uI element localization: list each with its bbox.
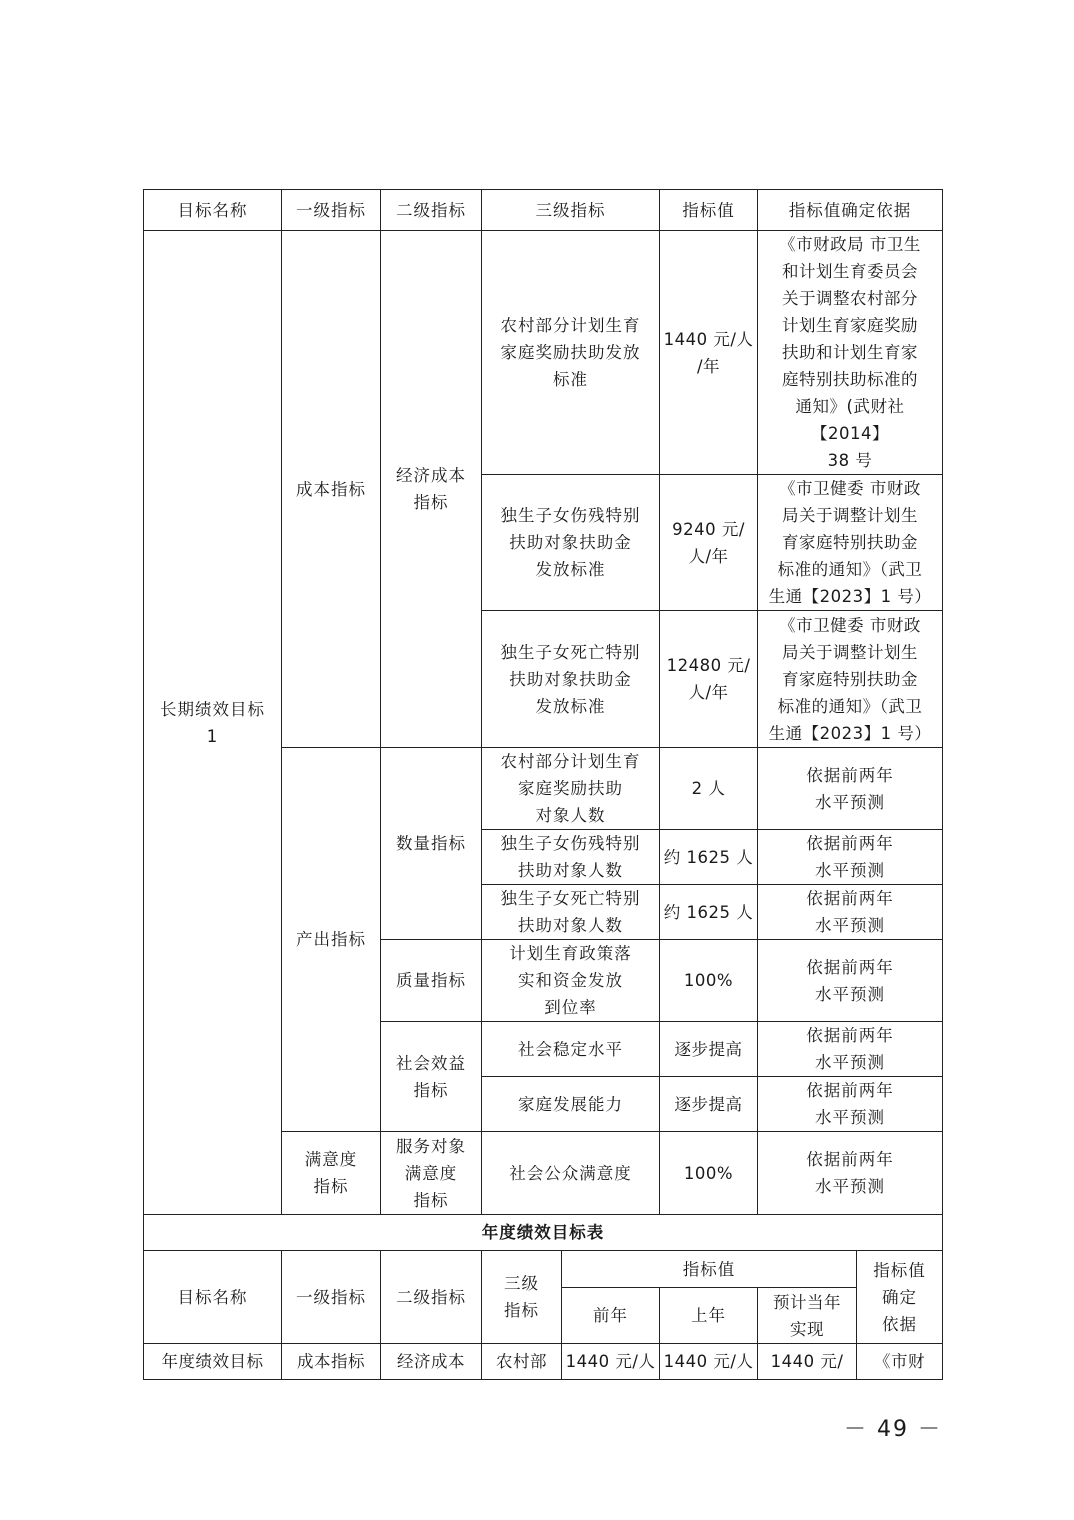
level1-cost: 成本指标 xyxy=(282,231,381,748)
header-level1: 一级指标 xyxy=(282,190,381,231)
basis-cell: 依据前两年 水平预测 xyxy=(758,885,943,940)
value-cell: 12480 元/ 人/年 xyxy=(660,611,758,748)
level3-cell: 社会公众满意度 xyxy=(482,1132,660,1215)
value-cell: 约 1625 人 xyxy=(660,830,758,885)
level3-cell: 家庭发展能力 xyxy=(482,1077,660,1132)
long-term-goal-name: 长期绩效目标 1 xyxy=(144,231,282,1215)
level3-cell: 计划生育政策落 实和资金发放 到位率 xyxy=(482,940,660,1022)
performance-target-table xyxy=(143,189,942,1380)
annual-expected: 1440 元/ xyxy=(758,1344,857,1380)
annual-header-last-year: 上年 xyxy=(660,1288,758,1344)
page-number: － 49 － xyxy=(844,1417,942,1442)
basis-cell: 依据前两年 水平预测 xyxy=(758,830,943,885)
annual-header-goal-name: 目标名称 xyxy=(144,1251,282,1344)
value-cell: 2 人 xyxy=(660,748,758,830)
basis-cell: 《市卫健委 市财政 局关于调整计划生 育家庭特别扶助金 标准的通知》（武卫 生通【2023】1 号） xyxy=(758,475,943,611)
annual-header-row xyxy=(144,1251,943,1288)
annual-header-level2: 二级指标 xyxy=(381,1251,482,1344)
annual-level1: 成本指标 xyxy=(282,1344,381,1380)
value-cell: 逐步提高 xyxy=(660,1077,758,1132)
level3-cell: 独生子女伤残特别 扶助对象扶助金 发放标准 xyxy=(482,475,660,611)
annual-header-prev-year: 前年 xyxy=(562,1288,660,1344)
level1-satisfaction: 满意度 指标 xyxy=(282,1132,381,1215)
level3-cell: 农村部分计划生育 家庭奖励扶助 对象人数 xyxy=(482,748,660,830)
annual-basis: 《市财 xyxy=(857,1344,943,1380)
annual-header-value: 指标值 xyxy=(562,1251,857,1288)
basis-cell: 《市财政局 市卫生 和计划生育委员会 关于调整农村部分 计划生育家庭奖励 扶助和计划生育家 庭特别扶助标准的 通知》(武财社【2014】 38 号 xyxy=(758,231,943,475)
table-row xyxy=(144,231,943,475)
annual-prev-year: 1440 元/人 xyxy=(562,1344,660,1380)
annual-header-expected: 预计当年 实现 xyxy=(758,1288,857,1344)
annual-data-row xyxy=(144,1344,943,1380)
level2-quantity: 数量指标 xyxy=(381,748,482,940)
annual-last-year: 1440 元/人 xyxy=(660,1344,758,1380)
header-basis: 指标值确定依据 xyxy=(758,190,943,231)
level3-cell: 独生子女伤残特别 扶助对象人数 xyxy=(482,830,660,885)
header-level2: 二级指标 xyxy=(381,190,482,231)
basis-cell: 依据前两年 水平预测 xyxy=(758,1132,943,1215)
level2-service-satisfaction: 服务对象 满意度 指标 xyxy=(381,1132,482,1215)
annual-header-level3: 三级 指标 xyxy=(482,1251,562,1344)
basis-cell: 依据前两年 水平预测 xyxy=(758,940,943,1022)
annual-title-row xyxy=(144,1215,943,1251)
level2-social-benefit: 社会效益 指标 xyxy=(381,1022,482,1132)
long-term-header-row xyxy=(144,190,943,231)
header-level3: 三级指标 xyxy=(482,190,660,231)
basis-cell: 依据前两年 水平预测 xyxy=(758,748,943,830)
level3-cell: 独生子女死亡特别 扶助对象扶助金 发放标准 xyxy=(482,611,660,748)
value-cell: 9240 元/ 人/年 xyxy=(660,475,758,611)
annual-goal-name: 年度绩效目标 xyxy=(144,1344,282,1380)
basis-cell: 依据前两年 水平预测 xyxy=(758,1077,943,1132)
basis-cell: 《市卫健委 市财政 局关于调整计划生 育家庭特别扶助金 标准的通知》（武卫 生通【2023】1 号） xyxy=(758,611,943,748)
value-cell: 100% xyxy=(660,1132,758,1215)
level3-cell: 独生子女死亡特别 扶助对象人数 xyxy=(482,885,660,940)
annual-level3: 农村部 xyxy=(482,1344,562,1380)
header-goal-name: 目标名称 xyxy=(144,190,282,231)
level2-economic-cost: 经济成本 指标 xyxy=(381,231,482,748)
level1-output: 产出指标 xyxy=(282,748,381,1132)
level2-quality: 质量指标 xyxy=(381,940,482,1022)
value-cell: 逐步提高 xyxy=(660,1022,758,1077)
annual-level2: 经济成本 xyxy=(381,1344,482,1380)
annual-header-basis: 指标值 确定 依据 xyxy=(857,1251,943,1344)
value-cell: 约 1625 人 xyxy=(660,885,758,940)
basis-cell: 依据前两年 水平预测 xyxy=(758,1022,943,1077)
level3-cell: 农村部分计划生育 家庭奖励扶助发放 标准 xyxy=(482,231,660,475)
header-value: 指标值 xyxy=(660,190,758,231)
level3-cell: 社会稳定水平 xyxy=(482,1022,660,1077)
value-cell: 1440 元/人 /年 xyxy=(660,231,758,475)
annual-header-level1: 一级指标 xyxy=(282,1251,381,1344)
annual-table-title: 年度绩效目标表 xyxy=(144,1215,943,1251)
value-cell: 100% xyxy=(660,940,758,1022)
